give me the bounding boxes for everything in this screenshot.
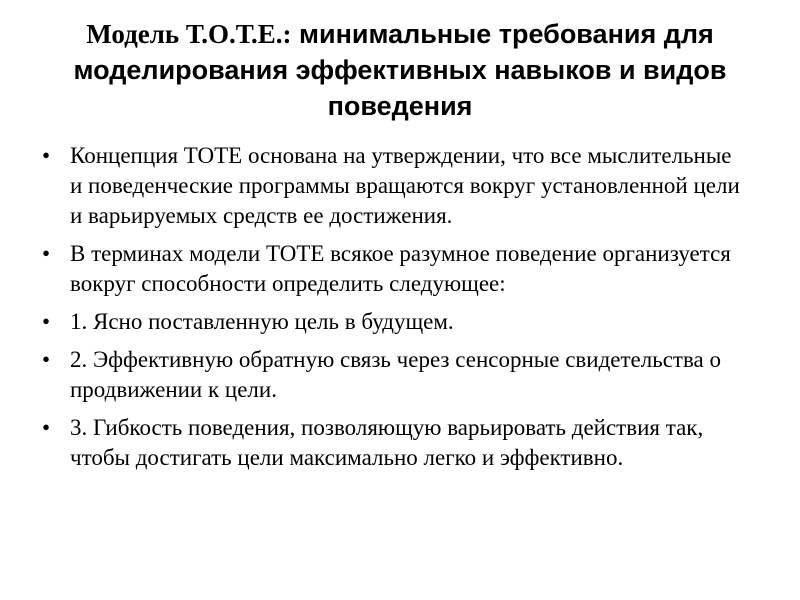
slide-title — [30, 16, 770, 124]
bullet-marker: • — [42, 241, 51, 266]
bullet-item-4 — [42, 345, 742, 405]
bullet-marker: • — [42, 347, 51, 372]
bullet-marker: • — [42, 309, 51, 334]
title-subject: минимальные требования для моделирования эффективных навыков и видов поведения — [73, 19, 727, 121]
bullet-marker: • — [42, 143, 51, 168]
bullet-text-2: В терминах модели ТОТЕ всякое разумное поведение организуется вокруг способности определить следующее: — [70, 241, 731, 296]
bullet-item-5 — [42, 413, 742, 473]
bullet-list — [42, 141, 742, 481]
bullet-item-1 — [42, 141, 742, 231]
bullet-text-4: 2. Эффективную обратную связь через сенсорные свидетельства о продвижении к цели. — [70, 347, 721, 402]
title-model-name: Модель Т.О.Т.Е.: — [86, 19, 292, 49]
bullet-item-2 — [42, 239, 742, 299]
bullet-text-1: Концепция ТОТЕ основана на утверждении, что все мыслительные и поведенческие программы вращаются вокруг установленной цели и варьируемых средств ее достижения. — [70, 143, 740, 228]
bullet-text-3: 1. Ясно поставленную цель в будущем. — [70, 309, 454, 334]
bullet-text-5: 3. Гибкость поведения, позволяющую варьировать действия так, чтобы достигать цели максимально легко и эффективно. — [70, 415, 704, 470]
bullet-item-3 — [42, 307, 742, 337]
bullet-marker: • — [42, 415, 51, 440]
